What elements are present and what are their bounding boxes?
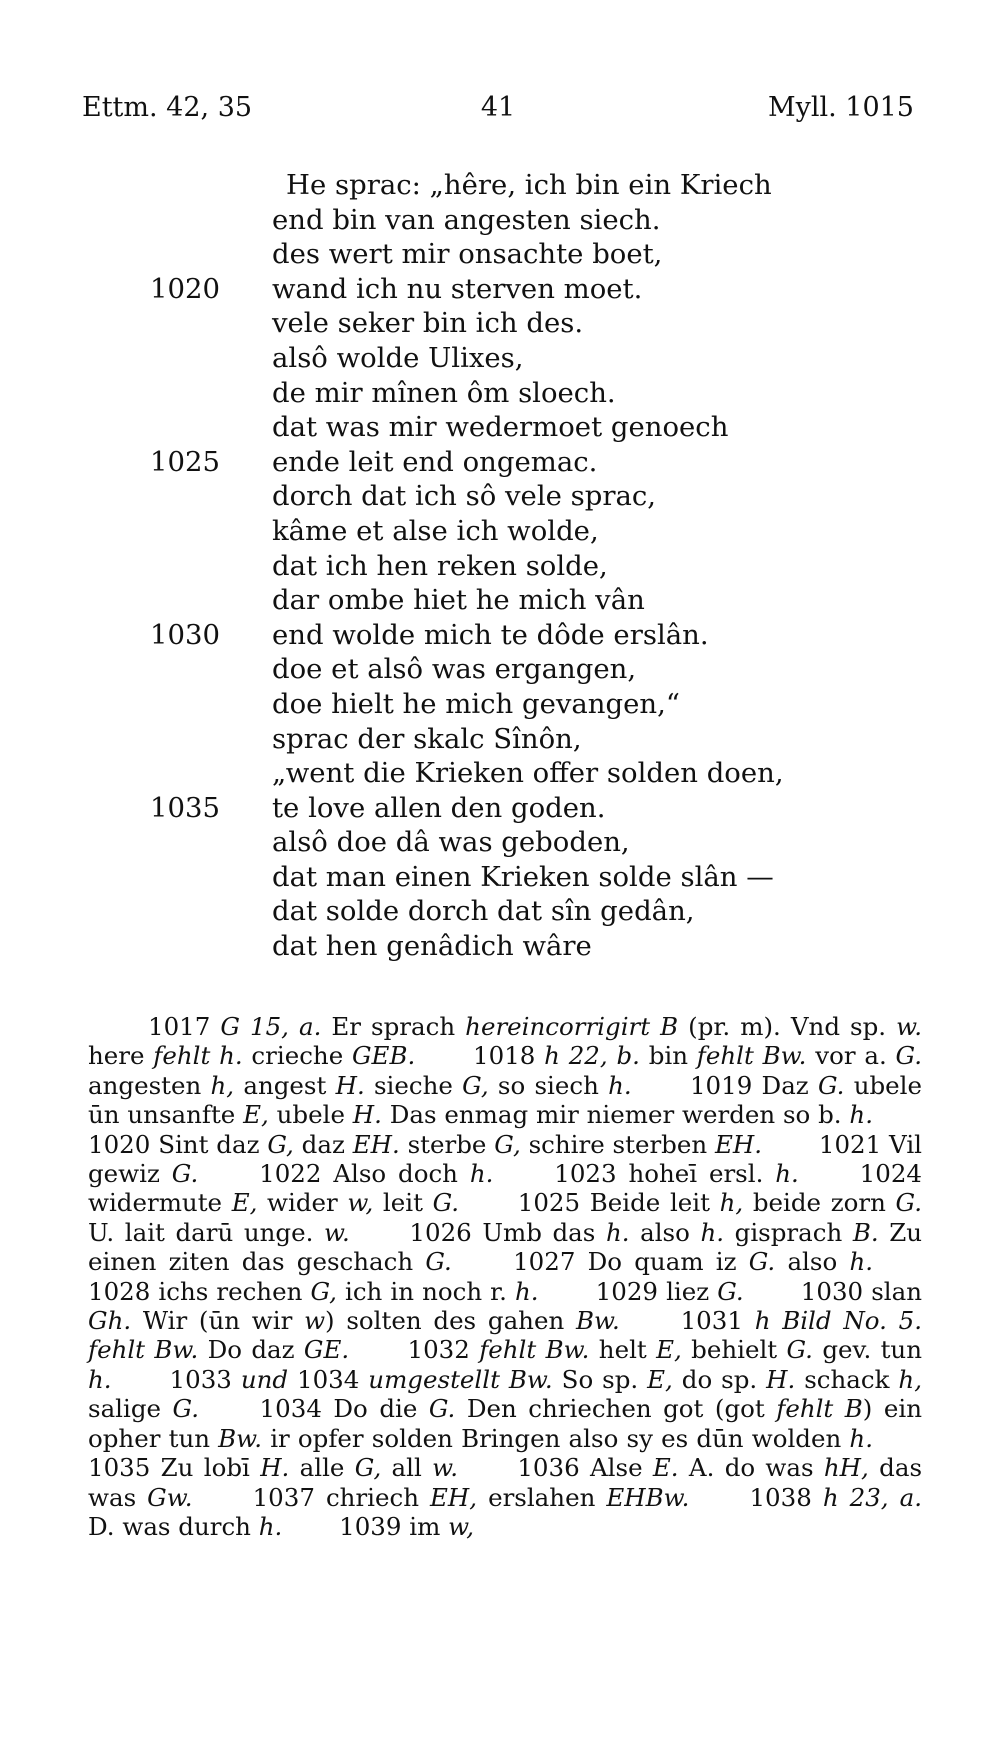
verse-text-line: „went die Krieken offer solden doen, [272, 757, 784, 790]
siglum: H. [335, 1070, 365, 1100]
siglum: hH, [823, 1453, 869, 1483]
verse-line [150, 618, 850, 653]
siglum: GEB. [351, 1041, 416, 1071]
line-number: 1035 [150, 791, 220, 824]
verse-text-line: doe hielt he mich gevangen,“ [272, 687, 680, 720]
siglum: H. [260, 1453, 290, 1483]
verse-text-line: dat hen genâdich wâre [272, 930, 592, 963]
verse-text-line: end bin van angesten siech. [272, 203, 661, 236]
siglum: G, [462, 1070, 489, 1100]
line-number: 1025 [150, 445, 220, 478]
siglum: h. [700, 1217, 725, 1247]
siglum: h. [515, 1276, 539, 1306]
verse-line [150, 237, 850, 272]
siglum: h, [898, 1364, 922, 1394]
siglum: Bw. [218, 1423, 263, 1453]
verse-text-line: ende leit end ongemac. [272, 445, 598, 478]
siglum: w [304, 1306, 326, 1336]
siglum: umgestellt Bw. [368, 1364, 553, 1394]
verse-line [150, 722, 850, 757]
line-number: 1020 [150, 272, 220, 305]
siglum: EHBw. [606, 1482, 690, 1512]
siglum: G, [310, 1276, 337, 1306]
siglum: E, [656, 1335, 682, 1365]
verse-text-line: sprac der skalc Sînôn, [272, 722, 582, 755]
siglum: h. [469, 1159, 494, 1189]
verse-line [150, 894, 850, 929]
siglum: hereincorrigirt B [465, 1012, 679, 1041]
verse-text-line: He sprac: „hêre, ich bin ein Kriech [286, 169, 772, 201]
siglum: G, [354, 1453, 382, 1483]
siglum: h. [849, 1100, 873, 1130]
siglum: h. [775, 1159, 799, 1189]
verse-line [150, 687, 850, 722]
siglum: h, [719, 1188, 744, 1218]
siglum: B. [852, 1217, 879, 1247]
siglum: fehlt B [776, 1394, 863, 1424]
siglum: h. [88, 1364, 112, 1394]
siglum: w. [323, 1217, 350, 1247]
verse-line [150, 272, 850, 307]
siglum: h. [258, 1511, 283, 1541]
siglum: Gw. [147, 1482, 193, 1512]
verse-text [150, 168, 850, 964]
siglum: w. [896, 1012, 922, 1041]
siglum: EH. [352, 1129, 400, 1159]
siglum: Bw. [575, 1306, 620, 1336]
verse-line [150, 860, 850, 895]
verse-text-line: end wolde mich te dôde erslân. [272, 618, 709, 651]
siglum: G, [494, 1129, 521, 1159]
verse-line [150, 341, 850, 376]
siglum: fehlt Bw. [696, 1041, 807, 1071]
siglum: h. [849, 1247, 874, 1277]
verse-text-line: wand ich nu sterven moet. [272, 272, 643, 305]
siglum: G, [267, 1129, 294, 1159]
siglum: G. [432, 1188, 460, 1218]
verse-line [150, 929, 850, 964]
verse-text-line: alsô doe dâ was geboden, [272, 826, 630, 859]
siglum: E. [652, 1453, 679, 1483]
verse-text-line: dat was mir wedermoet genoech [272, 411, 729, 444]
siglum: EH, [430, 1482, 478, 1512]
verse-text-line: kâme et alse ich wolde, [272, 514, 599, 547]
siglum: G. [425, 1247, 452, 1277]
siglum: G. [817, 1070, 845, 1100]
apparatus-paragraph: 1017 G 15, a. Er sprach hereincorrigirt B (pr. m). Vnd sp. w. here fehlt h. crieche GEB. 1018 h 22, b. bin fehlt Bw. vor a. G. angesten h, angest H. sieche G, so siech h. 1019 Daz G. ubele ūn unsanfte E, ubele H. Das enmag mir niemer werden so b. h. 1020 Sint daz G, daz EH. sterbe G, schire sterben EH. 1021 Vil gewiz G. 1022 Also doch h. 1023 hoheī ersl. h. 1024 widermute E, wider w, leit G. 1025 Beide leit h, beide zorn G. U. lait darū unge. w. 1026 Umb das h. also h. gisprach B. Zu einen ziten das geschach G. 1027 Do quam iz G. also h. 1028 ichs rechen G, ich in noch r. h. 1029 liez G. 1030 slan Gh. Wir (ūn wir w) solten des gahen Bw. 1031 h Bild No. 5. fehlt Bw. Do daz GE. 1032 fehlt Bw. helt E, behielt G. gev. tun h. 1033 und 1034 umgestellt Bw. So sp. E, do sp. H. schack h, salige G. 1034 Do die G. Den chriechen got (got fehlt B) ein opher tun Bw. ir opfer solden Bringen also sy es dūn wolden h. 1035 Zu lobī H. alle G, all w. 1036 Alse E. A. do was hH, das was Gw. 1037 chriech EH, erslahen EHBw. 1038 h 23, a. D. was durch h. 1039 im w, [88, 1012, 923, 1541]
header-right-reference: Myll. 1015 [767, 92, 914, 123]
siglum: G. [171, 1159, 199, 1189]
siglum: und [240, 1364, 289, 1394]
siglum: E, [243, 1100, 269, 1130]
verse-text-line: dat solde dorch dat sîn gedân, [272, 895, 695, 928]
verse-line [150, 376, 850, 411]
verse-line [150, 583, 850, 618]
verse-text-line: te love allen den goden. [272, 791, 606, 824]
siglum: h, [210, 1070, 235, 1100]
verse-text-line: des wert mir onsachte boet, [272, 238, 663, 271]
siglum: G. [428, 1394, 456, 1424]
verse-line [150, 168, 850, 203]
siglum: fehlt Bw. [479, 1335, 590, 1365]
verse-text-line: alsô wolde Ulixes, [272, 341, 524, 374]
siglum: G. [895, 1188, 922, 1218]
siglum: Gh. [88, 1306, 132, 1336]
siglum: H. [766, 1364, 796, 1394]
verse-text-line: vele seker bin ich des. [272, 307, 584, 340]
siglum: h. [849, 1423, 873, 1453]
siglum: fehlt h. [153, 1041, 243, 1071]
page-number: 41 [480, 92, 516, 123]
siglum: G 15, a. [220, 1012, 322, 1041]
verse-line [150, 410, 850, 445]
verse-line [150, 445, 850, 480]
siglum: G. [895, 1041, 923, 1071]
siglum: h Bild No. 5. fehlt Bw. [88, 1306, 922, 1365]
siglum: h 23, a. [822, 1482, 922, 1512]
verse-line [150, 791, 850, 826]
verse-line [150, 652, 850, 687]
siglum: h. [605, 1217, 630, 1247]
siglum: G. [717, 1276, 744, 1306]
verse-text-line: dar ombe hiet he mich vân [272, 584, 645, 617]
siglum: E, [231, 1188, 258, 1218]
siglum: h. [608, 1070, 632, 1100]
verse-line [150, 756, 850, 791]
siglum: H. [352, 1100, 382, 1130]
siglum: G. [786, 1335, 813, 1365]
siglum: GE. [303, 1335, 350, 1365]
critical-apparatus [88, 1012, 922, 1541]
siglum: w, [347, 1188, 374, 1218]
header-left-reference: Ettm. 42, 35 [82, 92, 253, 123]
verse-line [150, 479, 850, 514]
verse-line [150, 514, 850, 549]
line-number: 1030 [150, 618, 220, 651]
verse-text-line: dorch dat ich sô vele sprac, [272, 480, 657, 513]
verse-text-line: de mir mînen ôm sloech. [272, 376, 616, 409]
verse-line [150, 306, 850, 341]
verse-text-line: doe et alsô was ergangen, [272, 653, 637, 686]
siglum: w. [432, 1453, 459, 1483]
siglum: h 22, b. [544, 1041, 640, 1071]
siglum: EH. [714, 1129, 763, 1159]
verse-text-line: dat ich hen reken solde, [272, 549, 608, 582]
running-header [82, 92, 914, 132]
siglum: G. [172, 1394, 200, 1424]
siglum: G. [748, 1247, 776, 1277]
siglum: w, [448, 1511, 474, 1541]
verse-line [150, 549, 850, 584]
siglum: E, [647, 1364, 673, 1394]
verse-text-line: dat man einen Krieken solde slân — [272, 860, 774, 893]
verse-line [150, 825, 850, 860]
verse-line [150, 203, 850, 238]
